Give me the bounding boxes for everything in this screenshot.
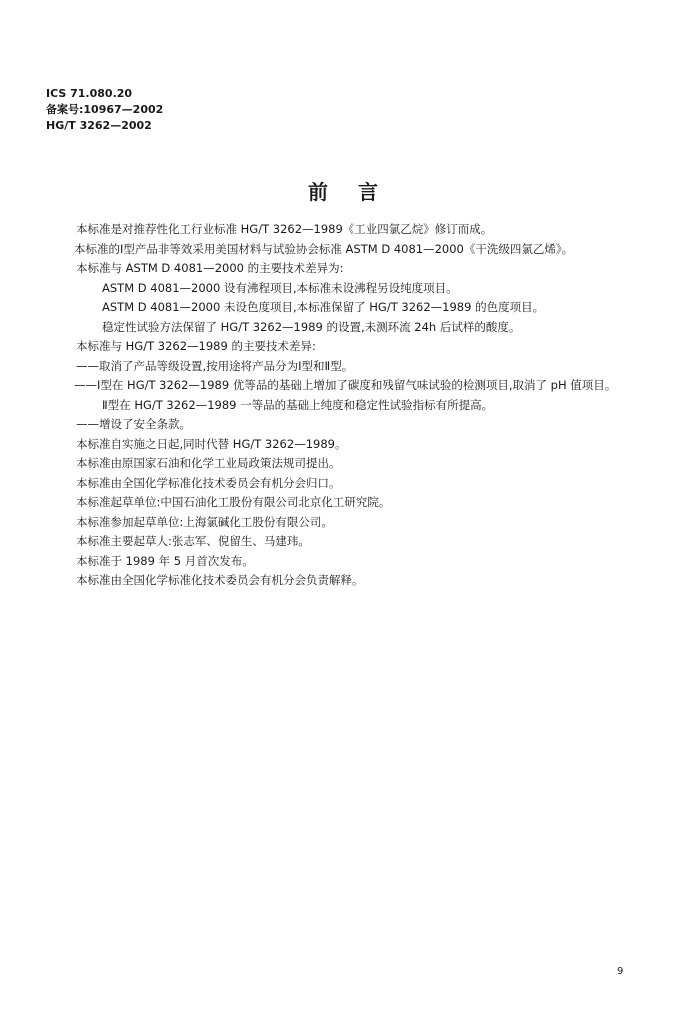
paragraph: 本标准由全国化学标准化技术委员会有机分会归口。 [76,475,341,490]
page-number: 9 [617,966,624,977]
standard-number: HG/T 3262—2002 [46,119,152,132]
paragraph: ——增设了安全条款。 [76,417,191,431]
paragraph: ——取消了产品等级设置,按用途将产品分为Ⅰ型和Ⅱ型。 [76,358,354,373]
paragraph: 本标准自实施之日起,同时代替 HG/T 3262—1989。 [76,436,347,451]
paragraph: 本标准由原国家石油和化学工业局政策法规司提出。 [76,456,341,470]
paragraph: ——Ⅰ型在 HG/T 3262—1989 优等品的基础上增加了碳度和残留气味试验的检测项目,取消了 pH 值项目。 [74,378,617,392]
paragraph: 本标准主要起草人:张志军、倪留生、马建玮。 [76,534,310,548]
paragraph: 本标准与 ASTM D 4081—2000 的主要技术差异为: [76,261,344,275]
paragraph: 稳定性试验方法保留了 HG/T 3262—1989 的设置,未测环流 24h 后试样的酸度。 [102,319,521,334]
paragraph: Ⅱ型在 HG/T 3262—1989 一等品的基础上纯度和稳定性试验指标有所提高。 [102,397,494,412]
paragraph: 本标准与 HG/T 3262—1989 的主要技术差异: [76,339,316,353]
paragraph: 本标准于 1989 年 5 月首次发布。 [76,553,254,568]
paragraph: 本标准由全国化学标准化技术委员会有机分会负责解释。 [76,573,364,587]
ics-code: ICS 71.080.20 [46,87,133,100]
document-header [46,86,163,134]
paragraph: 本标准的Ⅰ型产品非等效采用美国材料与试验协会标准 ASTM D 4081—2000《干洗级四氯乙烯》。 [74,241,574,256]
paragraph: ASTM D 4081—2000 设有沸程项目,本标准未设沸程另设纯度项目。 [102,280,458,295]
document-body [48,220,660,591]
filing-number: 备案号:10967—2002 [46,103,164,116]
paragraph: 本标准起草单位:中国石油化工股份有限公司北京化工研究院。 [76,495,391,509]
page-title: 前言 [308,180,408,204]
paragraph: ASTM D 4081—2000 未设色度项目,本标准保留了 HG/T 3262—1989 的色度项目。 [102,300,545,314]
paragraph: 本标准参加起草单位:上海氯碱化工股份有限公司。 [76,514,333,529]
paragraph: 本标准是对推荐性化工行业标准 HG/T 3262—1989《工业四氯乙烷》修订而成。 [76,222,493,236]
